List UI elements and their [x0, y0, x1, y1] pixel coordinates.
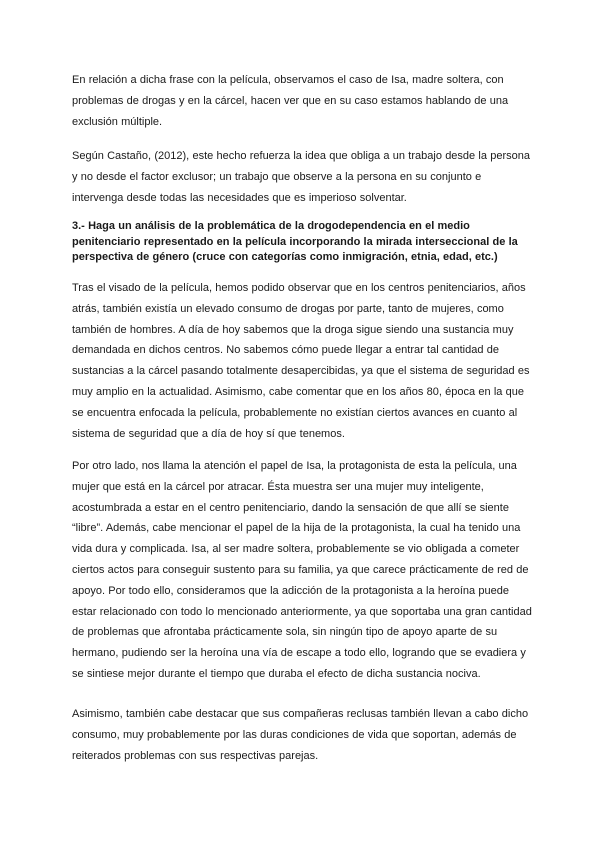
section-question-heading: 3.- Haga un análisis de la problemática de la drogodependencia en el medio penitenciario representado en la película incorporando la mirada interseccional de la perspectiva de género (cruce con categorías como inmigración, etnia, edad, etc.) [72, 220, 518, 263]
paragraph-drug-consumption: Tras el visado de la película, hemos podido observar que en los centros penitenciarios, años atrás, también existía un elevado consumo de drogas por parte, tanto de mujeres, como también de hombres. A día de hoy sabemos que la droga sigue siendo una sustancia muy demandada en dichos centros. No sabemos cómo puede llegar a entrar tal cantidad de sustancias a la cárcel pasando totalmente desapercibidas, ya que el sistema de seguridad es muy amplio en la actualidad. Asimismo, cabe comentar que en los años 80, época en la que se encuentra enfocada la película, probablemente no existían ciertos avances en cuanto al sistema de seguridad que a día de hoy sí que tenemos. [72, 282, 530, 440]
paragraph-castano-citation: Según Castaño, (2012), este hecho refuerza la idea que obliga a un trabajo desde la persona y no desde el factor exclusor; un trabajo que observe a la persona en su conjunto e intervenga desde todas las necesidades que es imperioso solventar. [72, 150, 530, 204]
paragraph-isa-protagonist: Por otro lado, nos llama la atención el papel de Isa, la protagonista de esta la película, una mujer que está en la cárcel por atracar. Ésta muestra ser una mujer muy inteligente, acostumbrada a estar en el centro penitenciario, dando la sensación de que allí se siente “libre”. Además, cabe mencionar el papel de la hija de la protagonista, la cual ha tenido una vida dura y complicada. Isa, al ser madre soltera, probablemente se vio obligada a cometer ciertos actos para conseguir sustento para su familia, ya que carece prácticamente de red de apoyo. Por todo ello, consideramos que la adicción de la protagonista a la heroína puede estar relacionado con todo lo mencionado anteriormente, ya que soportaba una gran cantidad de problemas que afrontaba prácticamente sola, sin ningún tipo de apoyo aparte de su hermano, pudiendo ser la heroína una vía de escape a todo ello, logrando que se evadiera y se sintiese mejor durante el tiempo que duraba el efecto de dicha sustancia nociva. [72, 460, 532, 680]
paragraph-inmate-companions: Asimismo, también cabe destacar que sus compañeras reclusas también llevan a cabo dicho consumo, muy probablemente por las duras condiciones de vida que soportan, además de reiterados problemas con sus respectivas parejas. [72, 708, 529, 762]
paragraph-exclusion-multiple: En relación a dicha frase con la película, observamos el caso de Isa, madre soltera, con problemas de drogas y en la cárcel, hacen ver que en su caso estamos hablando de una exclusión múltiple. [72, 74, 509, 128]
